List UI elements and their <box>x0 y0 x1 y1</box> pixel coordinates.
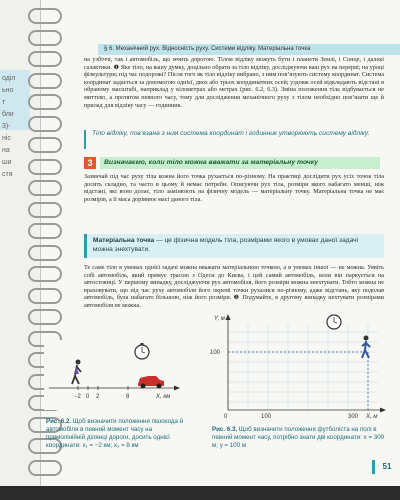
left-fragment: бли <box>2 111 14 118</box>
y-axis-label: Y, м <box>214 316 225 322</box>
tick-label: 0 <box>86 394 90 400</box>
caption-label: Рис. 6.3. <box>212 426 238 433</box>
section-3-heading <box>84 157 384 170</box>
figure-6-3 <box>208 312 388 422</box>
tick-label: 8 <box>126 394 130 400</box>
spiral-ring <box>28 202 62 218</box>
spiral-ring <box>28 30 62 46</box>
spiral-ring <box>28 116 62 132</box>
caption-text: Щоб визначити положення футболіста на полі в певний момент часу, потрібно знати дві координати: x = 300 м; y = 100 м <box>212 426 385 449</box>
section-title: Визначаємо, коли тіло можна вважати за матеріальну точку <box>100 157 380 169</box>
spiral-ring <box>28 309 62 325</box>
definition-text: — це фізична модель тіла, розмірами якого в умовах даної задачі можна знехтувати. <box>93 237 359 253</box>
spiral-ring <box>28 137 62 153</box>
reference-system-callout: Тіло відліку, пов’язана з ним система координат і годинник утворюють систему відліку. <box>84 130 384 149</box>
left-fragment: стя <box>2 171 13 178</box>
axis-label: X, км <box>156 394 171 400</box>
x-tick-label: 300 <box>348 414 359 420</box>
x-tick-label: 0 <box>224 414 228 420</box>
spiral-ring <box>28 51 62 67</box>
caption-text: Щоб визначити положення пішохода й автомобіля в певний момент часу на прямолінійній ділянці дороги, досить однієї координати: x₁ = −2 км; x₂ = 8 км <box>46 418 184 449</box>
spiral-ring <box>28 460 62 476</box>
paragraph-material-point: Зазвичай під час руху тіла кожна його точка рухається по-різному. На практиці дослідити рух усіх точок тіла досить складно, та часто в цьому й немає потреби. Описуючи рух тіла, розміри якого набагато менші, ніж відстані, які воно долає, тіло замінюють на фізичну модель — матеріальну точку. Матеріальна точка не має розмірів, а її маса дорівнює масі даного тіла. <box>84 173 384 203</box>
spiral-ring <box>28 245 62 261</box>
left-fragment: ши <box>2 159 12 166</box>
figure-6-3-caption <box>212 426 386 450</box>
spiral-ring <box>28 94 62 110</box>
spiral-ring <box>28 159 62 175</box>
stopwatch-icon <box>327 315 341 329</box>
section-header: § 6. Механічний рух. Відносність руху. Системи відліку. Матеріальна точка <box>98 44 400 55</box>
spiral-ring <box>28 266 62 282</box>
spiral-ring <box>28 288 62 304</box>
figure-6-2 <box>44 340 194 410</box>
spiral-ring <box>28 8 62 24</box>
left-fragment: на <box>2 147 10 154</box>
tick-label: −2 <box>74 394 81 400</box>
left-fragment: 3)- <box>2 123 11 130</box>
definition-term: Матеріальна точка <box>93 237 155 244</box>
left-fragment: оділ <box>2 75 16 82</box>
paragraph-intro: на узбіччі, так і автомобіль, що мчить дорогою. Тілом відліку можуть бути і планети Землі, і Сонце, і далекі галактики. ❶ Яке тіло, на вашу думку, доцільно обрати за тіло відліку, досліджуючи ваш рух на перерві; на уроці фізкультури; під час подорожі? Після того як тіло відліку вибрано, з ним пов’язують систему координат. Система координат задається за допомогою однієї, двох або трьох координатних осей; уздовж осей відкладають відстані в обраному масштабі, наприклад у кілометрах або метрах (рис. 6.2, 6.3). Зміна положення тіла відбувається не миттєво, а протягом певного часу, тому для дослідження механічного руху з тілом необхідно пов’язати ще й прилад для відліку часу — годинник. <box>84 56 384 109</box>
page-number: 51 <box>372 460 399 474</box>
y-tick-label: 100 <box>210 350 221 356</box>
spiral-ring <box>28 223 62 239</box>
spiral-ring <box>28 180 62 196</box>
section-number: 3 <box>84 157 96 169</box>
caption-label: Рис. 6.2. <box>46 418 72 425</box>
x-tick-label: 100 <box>261 414 272 420</box>
definition-box <box>84 234 384 258</box>
x-axis-label: X, м <box>366 414 378 420</box>
left-fragment: т <box>2 99 6 106</box>
spiral-ring <box>28 73 62 89</box>
left-fragment: ніс <box>2 135 11 142</box>
bottom-shadow <box>0 486 400 500</box>
figure-6-2-caption <box>46 418 192 450</box>
left-fragment: ьно <box>2 87 14 94</box>
paragraph-car-example: Те саме тіло в умовах однієї задачі можна вважати матеріальною точкою, а в умовах іншої — не можна. Уявіть собі автомобіль, який прямує трасою з Одеси до Києва, і цей самий автомобіль, коли він паркується на автостоянці. У першому випадку, досліджуючи рух автомобіля, його розміри можна знехтувати. Тобто можна не враховувати, що під час руху автомобіля його окремі точки рухалися по-різному, адже відстань, яку подолав автомобіль, була набагато більшою, ніж його розміри. ❷ Подумайте, в другому випадку нехтувати розмірами автомобіля не можна. <box>84 264 384 309</box>
tick-label: 2 <box>96 394 100 400</box>
